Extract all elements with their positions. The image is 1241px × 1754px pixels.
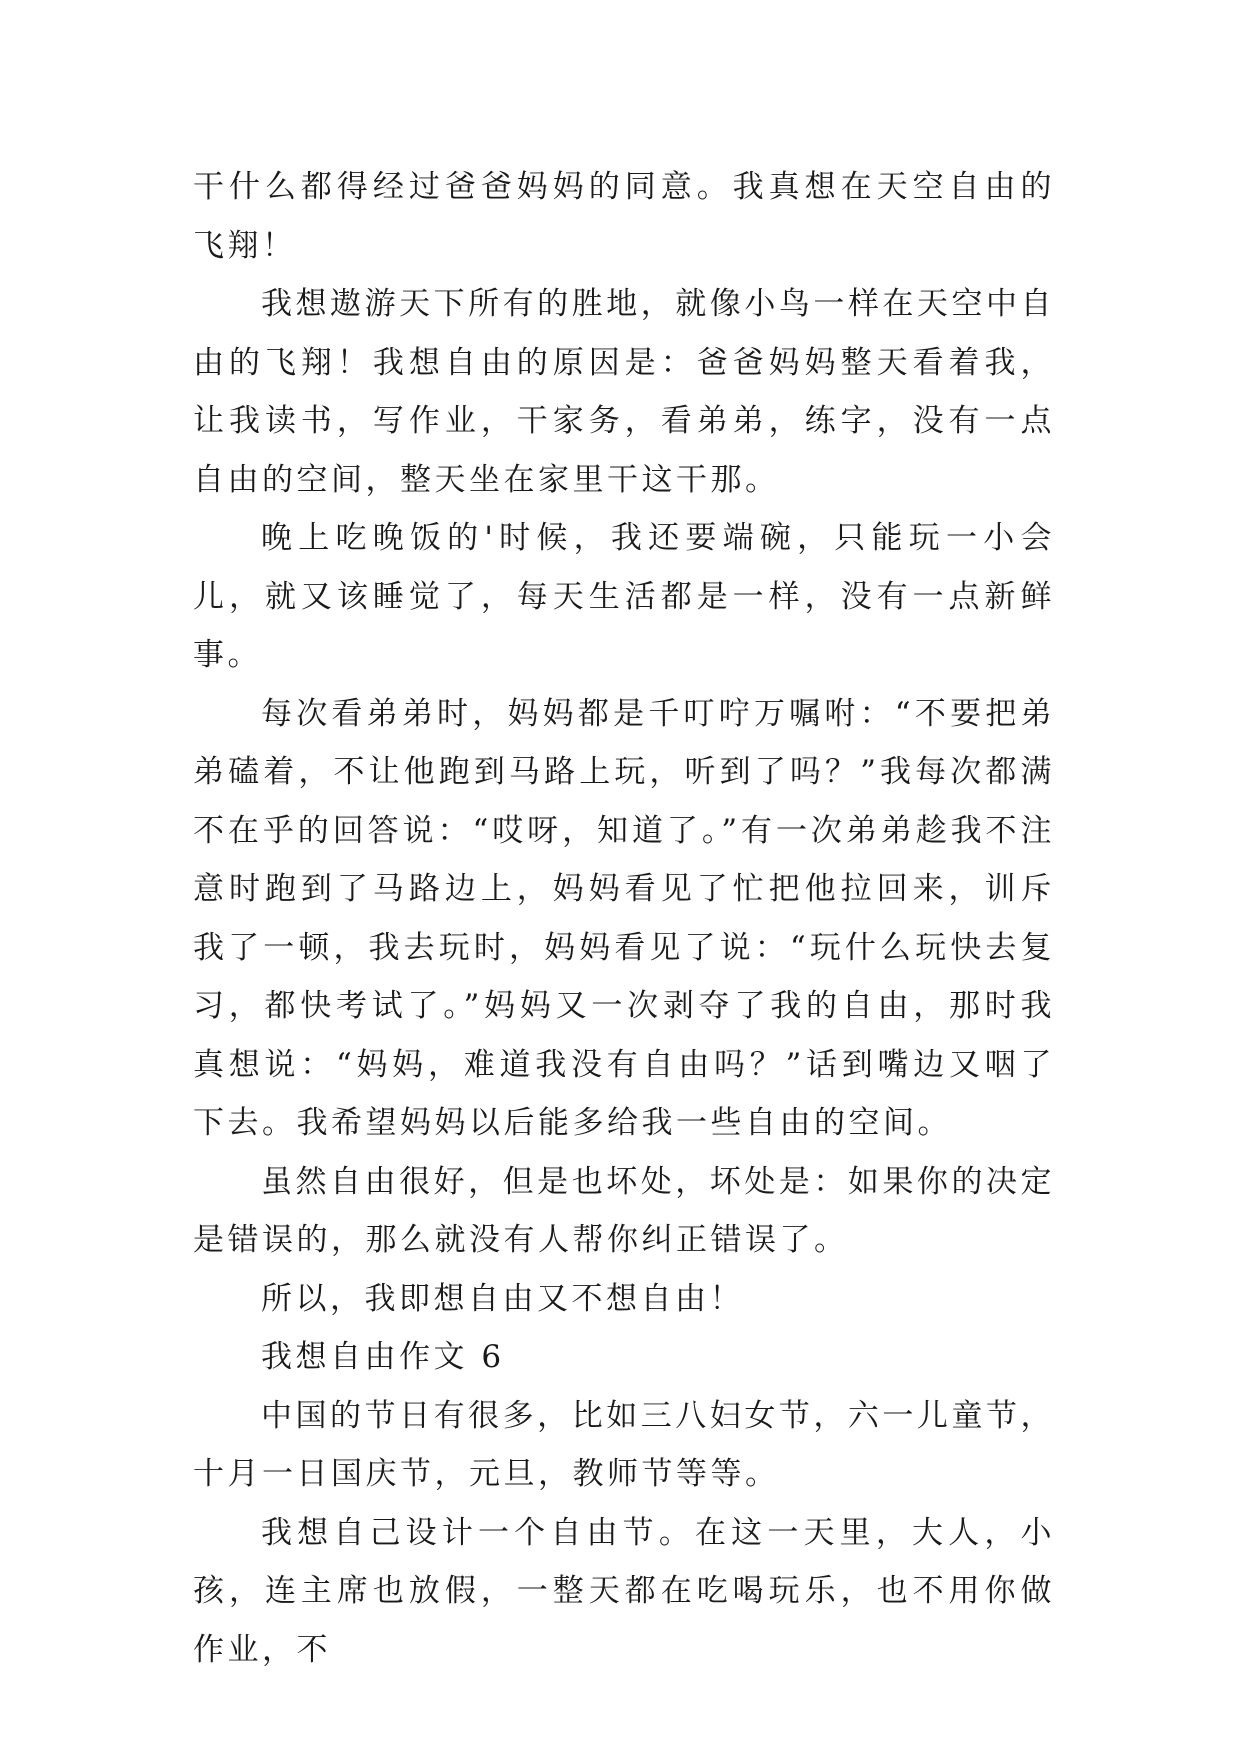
paragraph-3: 晚上吃晚饭的'时候，我还要端碗，只能玩一小会儿，就又该睡觉了，每天生活都是一样，没有一点新鲜事。 xyxy=(193,520,1055,673)
paragraph-1: 干什么都得经过爸爸妈妈的同意。我真想在天空自由的飞翔！ xyxy=(193,169,1055,264)
paragraph-2: 我想遨游天下所有的胜地，就像小鸟一样在天空中自由的飞翔！我想自由的原因是：爸爸妈妈整天看着我，让我读书，写作业，干家务，看弟弟，练字，没有一点自由的空间，整天坐在家里干这干那。 xyxy=(193,286,1055,498)
paragraph-4: 每次看弟弟时，妈妈都是千叮咛万嘱咐：“不要把弟弟磕着，不让他跑到马路上玩，听到了吗？”我每次都满不在乎的回答说：“哎呀，知道了。”有一次弟弟趁我不注意时跑到了马路边上，妈妈看见了忙把他拉回来，训斥我了一顿，我去玩时，妈妈看见了说：“玩什么玩快去复习，都快考试了。”妈妈又一次剥夺了我的自由，那时我真想说：“妈妈，难道我没有自由吗？”话到嘴边又咽了下去。我希望妈妈以后能多给我一些自由的空间。 xyxy=(193,695,1055,1141)
section-heading: 我想自由作文 6 xyxy=(261,1339,505,1375)
paragraph-7: 中国的节日有很多，比如三八妇女节，六一儿童节，十月一日国庆节，元旦，教师节等等。 xyxy=(193,1397,1055,1492)
document-body xyxy=(193,158,1055,1679)
paragraph-5: 虽然自由很好，但是也坏处，坏处是：如果你的决定是错误的，那么就没有人帮你纠正错误了。 xyxy=(193,1163,1055,1258)
paragraph-6: 所以，我即想自由又不想自由！ xyxy=(261,1280,744,1317)
paragraph-8: 我想自己设计一个自由节。在这一天里，大人，小孩，连主席也放假，一整天都在吃喝玩乐，也不用你做作业，不 xyxy=(193,1514,1055,1668)
